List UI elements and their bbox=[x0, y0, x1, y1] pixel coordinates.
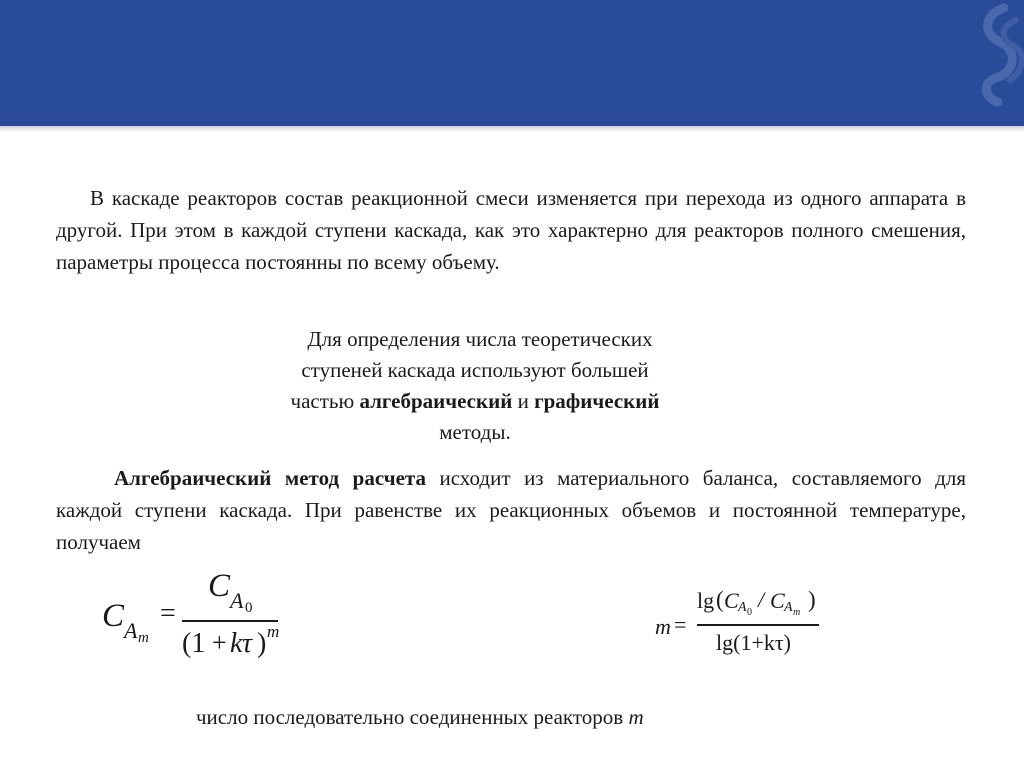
f2-num-c1-sub: A bbox=[738, 600, 747, 615]
f1-fraction-bar bbox=[182, 620, 278, 622]
reactor-count-formula bbox=[655, 586, 855, 676]
f2-num-slash: / bbox=[758, 587, 765, 612]
f2-equals: = bbox=[674, 612, 687, 637]
f1-den-close: ) bbox=[257, 628, 267, 659]
f2-num-open: ( bbox=[716, 587, 724, 612]
algebraic-method-title: Алгебраический метод расчета bbox=[114, 466, 426, 490]
f1-num-subsub: 0 bbox=[245, 600, 253, 616]
f2-num-c2-sub: A bbox=[784, 600, 793, 615]
header-banner bbox=[0, 0, 1024, 126]
f2-fraction-bar bbox=[697, 624, 819, 626]
caption-variable: m bbox=[628, 705, 644, 729]
f1-num-letter: C bbox=[208, 568, 231, 604]
f1-den-k: k bbox=[230, 628, 243, 659]
methods-line-3-prefix: частью bbox=[290, 389, 360, 413]
methods-line-3-mid: и bbox=[512, 389, 535, 413]
header-shadow bbox=[0, 126, 1024, 132]
f1-den-exp: m bbox=[267, 622, 280, 641]
methods-line-4: методы. bbox=[439, 420, 511, 444]
graphic-term: графический bbox=[534, 389, 660, 413]
methods-line-1: Для определения числа теоретических bbox=[307, 327, 653, 351]
f2-num-c1-subsub: 0 bbox=[747, 607, 752, 618]
f2-num-lg: lg bbox=[697, 588, 715, 613]
f2-lhs: m bbox=[655, 614, 671, 639]
f1-den-plus: + bbox=[212, 628, 227, 657]
f1-equals: = bbox=[160, 598, 176, 629]
concentration-formula bbox=[100, 568, 300, 678]
f2-denominator: lg(1+kτ) bbox=[716, 630, 792, 655]
f2-num-c2: C bbox=[770, 588, 785, 613]
reactor-count-caption bbox=[196, 702, 816, 732]
f2-num-c2-subsub: m bbox=[793, 607, 801, 618]
caption-text: число последовательно соединенных реакторов bbox=[196, 705, 629, 729]
f1-lhs-letter: C bbox=[102, 598, 125, 634]
f2-num-c1: C bbox=[724, 588, 739, 613]
methods-line-2: ступеней каскада используют большей bbox=[301, 358, 649, 382]
algebraic-term: алгебраический bbox=[359, 389, 513, 413]
s-curl-logo-icon bbox=[964, 0, 1024, 126]
f1-den-tau: τ bbox=[242, 628, 253, 659]
methods-line-3 bbox=[200, 386, 750, 417]
algebraic-method-paragraph bbox=[56, 462, 966, 558]
methods-statement bbox=[200, 324, 750, 448]
f1-lhs-subsub: m bbox=[138, 630, 149, 646]
f1-den-open: (1 bbox=[182, 628, 206, 659]
intro-paragraph: В каскаде реакторов состав реакционной смеси изменяется при перехода из одного аппарата в другой. При этом в каждой ступени каскада, как это характерно для реакторов полного смешения, параметры процесса постоянны по всему объему. bbox=[56, 186, 966, 274]
f1-lhs-sub: A bbox=[124, 618, 138, 643]
algebraic-method-text: исходит из материального баланса, составляемого для каждой ступени каскада. При равенстве их реакционных объемов и постоянной температуре, получаем bbox=[56, 466, 966, 554]
f1-num-sub: A bbox=[230, 588, 244, 613]
f2-num-close: ) bbox=[808, 587, 816, 612]
